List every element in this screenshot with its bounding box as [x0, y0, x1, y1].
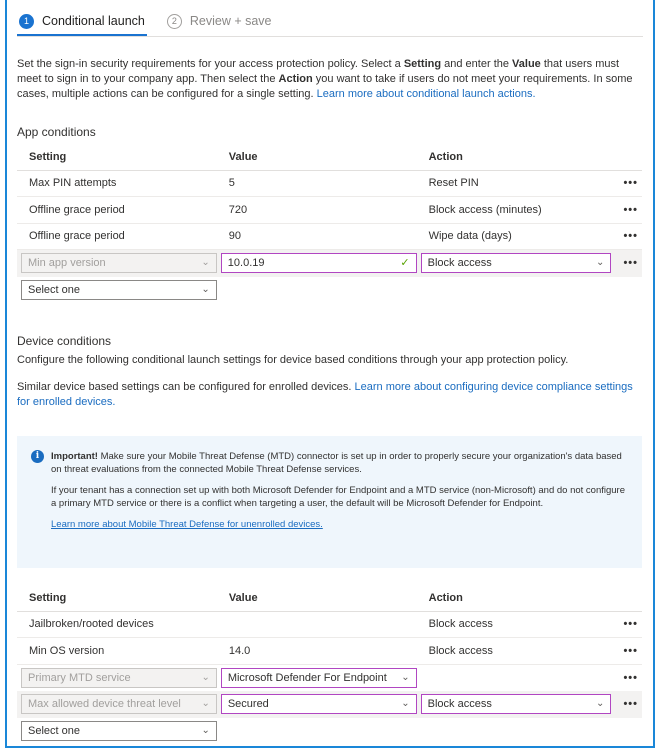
row-action: Block access (minutes)	[417, 197, 612, 224]
min-app-version-input[interactable]: 10.0.19 ✓	[221, 253, 417, 273]
chevron-down-icon: ⌄	[201, 725, 210, 736]
chevron-down-icon: ⌄	[201, 284, 210, 295]
chevron-down-icon: ⌄	[401, 698, 410, 709]
step-label-conditional-launch: Conditional launch	[42, 14, 145, 28]
row-setting: Offline grace period	[17, 197, 217, 224]
info-icon: i	[31, 450, 44, 463]
more-options-icon[interactable]: •••	[611, 170, 642, 197]
step-number-2: 2	[167, 14, 182, 29]
row-setting: Min OS version	[17, 638, 217, 665]
row-value	[217, 611, 417, 638]
step-number-1: 1	[19, 14, 34, 29]
tab-conditional-launch[interactable]	[19, 14, 145, 29]
step-label-review-save: Review + save	[189, 14, 272, 28]
chevron-down-icon: ⌄	[596, 698, 605, 709]
header-action: Action	[417, 585, 612, 611]
select-device-setting-dropdown[interactable]: Select one ⌄	[21, 721, 217, 741]
header-value: Value	[217, 585, 417, 611]
intro-text: Set the sign-in security requirements for your access protection policy. Select a Setting and enter the Value that users must meet to sign in to your company app. Then select the Action you want to take if users do not meet your requirements. In some cases, multiple actions can be configured for a single setting. Learn more about conditional launch actions.	[17, 58, 633, 100]
header-setting: Setting	[17, 144, 217, 170]
checkmark-icon: ✓	[400, 257, 410, 270]
row-value: 90	[217, 223, 417, 250]
wizard-steps	[19, 10, 294, 32]
row-value: 14.0	[217, 638, 417, 665]
chevron-down-icon: ⌄	[596, 257, 605, 269]
threat-action-dropdown[interactable]: Block access ⌄	[421, 694, 612, 714]
more-options-icon[interactable]: •••	[611, 223, 642, 250]
tab-review-save[interactable]	[167, 14, 272, 29]
chevron-down-icon: ⌄	[201, 672, 210, 683]
app-conditions-title: App conditions	[17, 125, 96, 139]
chevron-down-icon: ⌄	[201, 257, 210, 269]
learn-more-conditional-launch-link[interactable]: Learn more about conditional launch actions.	[316, 88, 536, 100]
more-options-icon[interactable]: •••	[611, 638, 642, 665]
row-action: Wipe data (days)	[417, 223, 612, 250]
row-action: Block access	[417, 638, 612, 665]
row-value: 5	[217, 170, 417, 197]
threat-level-setting-dropdown: Max allowed device threat level ⌄	[21, 694, 217, 714]
device-conditions-table	[17, 585, 642, 744]
table-header	[17, 585, 642, 611]
app-conditions-table	[17, 144, 642, 303]
setting-dropdown: Min app version ⌄	[21, 253, 217, 273]
table-header	[17, 144, 642, 170]
row-setting: Jailbroken/rooted devices	[17, 611, 217, 638]
table-row	[17, 223, 642, 250]
mtd-service-dropdown[interactable]: Microsoft Defender For Endpoint ⌄	[221, 668, 417, 688]
table-row-editing	[17, 691, 642, 718]
device-conditions-title: Device conditions	[17, 334, 112, 348]
table-row-editing	[17, 250, 642, 277]
device-conditions-description: Configure the following conditional launch settings for device based conditions through your app protection policy.	[17, 354, 569, 366]
more-options-icon[interactable]: •••	[611, 250, 642, 277]
chevron-down-icon: ⌄	[201, 698, 210, 709]
policy-panel	[5, 0, 655, 748]
table-row	[17, 170, 642, 197]
header-setting: Setting	[17, 585, 217, 611]
mtd-learn-more-link[interactable]: Learn more about Mobile Threat Defense for unenrolled devices.	[51, 519, 323, 530]
select-setting-dropdown[interactable]: Select one ⌄	[21, 280, 217, 300]
more-options-icon[interactable]: •••	[623, 671, 638, 684]
table-row	[17, 197, 642, 224]
more-options-icon[interactable]: •••	[611, 691, 642, 718]
enrolled-devices-note: Similar device based settings can be configured for enrolled devices. Learn more about configuring device compliance settings for enrolled devices.	[17, 381, 633, 408]
mtd-notice: i Important! Make sure your Mobile Threat Defense (MTD) connector is set up in order to properly secure your organization's data based on threat evaluations from the connected Mobile Threat Defense services. If your tenant has a connection set up with both Microsoft Defender for Endpoint and a MTD service (non-Microsoft) and do not configure a primary MTD service or there is a conflict when targeting a user, the default will be Microsoft Defender for Endpoint. Learn more about Mobile Threat Defense for unenrolled devices.	[17, 436, 642, 568]
device-compliance-link[interactable]: Learn more about configuring device compliance settings for enrolled devices.	[17, 381, 633, 408]
header-divider	[17, 36, 643, 37]
row-action: Block access	[417, 611, 612, 638]
more-options-icon[interactable]: •••	[611, 197, 642, 224]
table-row-new	[17, 717, 642, 744]
header-value: Value	[217, 144, 417, 170]
table-row-new	[17, 276, 642, 303]
table-row	[17, 638, 642, 665]
more-options-icon[interactable]: •••	[611, 611, 642, 638]
table-row	[17, 611, 642, 638]
table-row-mtd	[17, 664, 642, 691]
primary-mtd-setting-dropdown: Primary MTD service ⌄	[21, 668, 217, 688]
row-action: Reset PIN	[417, 170, 612, 197]
row-value: 720	[217, 197, 417, 224]
row-setting: Offline grace period	[17, 223, 217, 250]
header-action: Action	[417, 144, 612, 170]
row-setting: Max PIN attempts	[17, 170, 217, 197]
threat-level-dropdown[interactable]: Secured ⌄	[221, 694, 417, 714]
action-dropdown[interactable]: Block access ⌄	[421, 253, 612, 273]
chevron-down-icon: ⌄	[401, 672, 410, 683]
